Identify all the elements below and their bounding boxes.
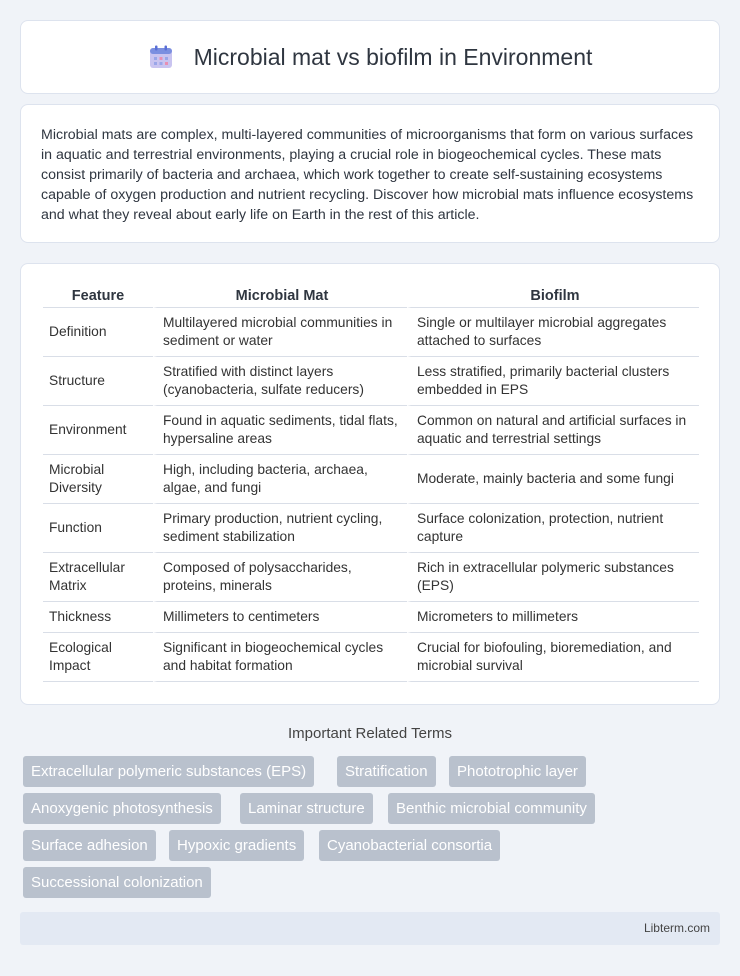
biofilm-cell: Single or multilayer microbial aggregates attached to surfaces <box>407 308 699 357</box>
table-row <box>43 308 699 357</box>
related-term-tag[interactable]: Anoxygenic photosynthesis <box>23 793 221 824</box>
table-row <box>43 602 699 633</box>
comparison-table-card <box>20 263 720 705</box>
table-header-row <box>43 286 699 308</box>
related-term-tag[interactable]: Phototrophic layer <box>449 756 586 787</box>
biofilm-cell: Common on natural and artificial surfaces in aquatic and terrestrial settings <box>407 406 699 455</box>
related-term-tag[interactable]: Extracellular polymeric substances (EPS) <box>23 756 314 787</box>
header-microbial-mat: Microbial Mat <box>153 286 407 308</box>
biofilm-cell: Less stratified, primarily bacterial clusters embedded in EPS <box>407 357 699 406</box>
microbial-mat-cell: Found in aquatic sediments, tidal flats, hypersaline areas <box>153 406 407 455</box>
table-row <box>43 357 699 406</box>
biofilm-cell: Micrometers to millimeters <box>407 602 699 633</box>
microbial-mat-cell: Significant in biogeochemical cycles and habitat formation <box>153 633 407 682</box>
feature-cell: Microbial Diversity <box>43 455 153 504</box>
related-term-tag[interactable]: Successional colonization <box>23 867 211 898</box>
biofilm-cell: Crucial for biofouling, bioremediation, and microbial survival <box>407 633 699 682</box>
microbial-mat-cell: Stratified with distinct layers (cyanobacteria, sulfate reducers) <box>153 357 407 406</box>
table-row <box>43 553 699 602</box>
comparison-table <box>43 286 699 682</box>
microbial-mat-cell: High, including bacteria, archaea, algae, and fungi <box>153 455 407 504</box>
related-term-tag[interactable]: Benthic microbial community <box>388 793 595 824</box>
intro-text: Microbial mats are complex, multi-layered communities of microorganisms that form on various surfaces in aquatic and terrestrial environments, playing a crucial role in biogeochemical cycles. These mats consist primarily of bacteria and archaea, which work together to create self-sustaining ecosystems capable of oxygen production and nutrient recycling. Discover how microbial mats influence ecosystems and what they reveal about early life on Earth in the rest of this article. <box>41 127 694 223</box>
table-row <box>43 633 699 682</box>
calendar-icon <box>148 44 174 70</box>
related-terms-title: Important Related Terms <box>288 725 452 742</box>
related-term-tag[interactable]: Laminar structure <box>240 793 373 824</box>
title-wrap <box>148 44 593 71</box>
microbial-mat-cell: Millimeters to centimeters <box>153 602 407 633</box>
page-title: Microbial mat vs biofilm in Environment <box>193 43 593 70</box>
feature-cell: Function <box>43 504 153 553</box>
intro-card <box>20 104 720 243</box>
microbial-mat-cell: Primary production, nutrient cycling, sediment stabilization <box>153 504 407 553</box>
header-biofilm: Biofilm <box>407 286 699 308</box>
header-feature: Feature <box>43 286 153 308</box>
feature-cell: Definition <box>43 308 153 357</box>
feature-cell: Extracellular Matrix <box>43 553 153 602</box>
biofilm-cell: Rich in extracellular polymeric substances (EPS) <box>407 553 699 602</box>
header-card <box>20 20 720 94</box>
related-term-tag[interactable]: Stratification <box>337 756 436 787</box>
table-row <box>43 455 699 504</box>
feature-cell: Ecological Impact <box>43 633 153 682</box>
related-term-tag[interactable]: Hypoxic gradients <box>169 830 304 861</box>
feature-cell: Thickness <box>43 602 153 633</box>
table-row <box>43 406 699 455</box>
biofilm-cell: Moderate, mainly bacteria and some fungi <box>407 455 699 504</box>
related-term-tag[interactable]: Cyanobacterial consortia <box>319 830 500 861</box>
table-row <box>43 504 699 553</box>
biofilm-cell: Surface colonization, protection, nutrient capture <box>407 504 699 553</box>
feature-cell: Structure <box>43 357 153 406</box>
related-term-tag[interactable]: Surface adhesion <box>23 830 156 861</box>
feature-cell: Environment <box>43 406 153 455</box>
microbial-mat-cell: Multilayered microbial communities in sediment or water <box>153 308 407 357</box>
footer-site-link[interactable]: Libterm.com <box>643 921 710 935</box>
footer <box>20 912 720 945</box>
microbial-mat-cell: Composed of polysaccharides, proteins, minerals <box>153 553 407 602</box>
